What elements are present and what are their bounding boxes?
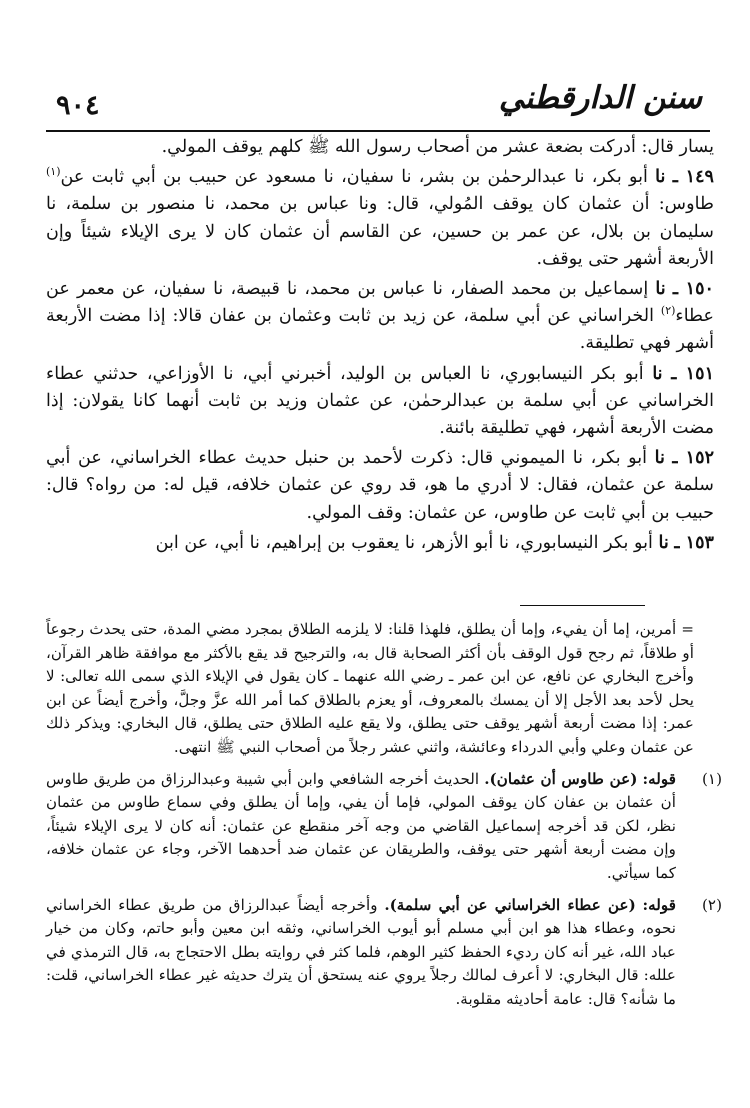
footnote-quote: (عن طاوس أن عثمان).	[484, 769, 638, 788]
hadith-number: ١٥٣ ـ	[674, 531, 714, 553]
hadith-text: الخراساني عن أبي سلمة، عن زيد بن ثابت وعثمان بن عفان قالا: إذا مضت الأربعة أشهر فهي تطليقة.	[46, 306, 714, 354]
footnote-continuation: = أمرين، إما أن يفيء، وإما أن يطلق، فلهذا قلنا: لا يلزمه الطلاق بمجرد مضي المدة، حتى يحدث رجوعاً أو طلاقاً، ثم رجح قول الوقف بأن أكثر الصحابة قال به، والترجيح قد يقع بالأكثر مع موافقة ظاهر القرآن، وأخرج البخاري عن نافع، عن ابن عمر ـ رضي الله عنهما ـ كان يقول في الإيلاء الذي سمى الله تعالى: لا يحل لأحد بعد الأجل إلا أن يمسك بالمعروف، أو يعزم بالطلاق كما أمر الله عزَّ وجلَّ، وأخرج أيضاً عن ابن عمر: إذا مضت أربعة أشهر يوقف حتى يطلق، ولا يقع عليه الطلاق حتى يطلق، قال البخاري: ويذكر ذلك عن عثمان وعلي وأبي الدرداء وعائشة، واثني عشر رجلاً من أصحاب النبي ﷺ انتهى.	[46, 620, 694, 756]
footnote-2	[46, 894, 722, 1012]
footnote-quote: (عن عطاء الخراساني عن أبي سلمة).	[384, 895, 636, 914]
narration-word: نا	[652, 362, 663, 384]
footnote-number: (٢)	[701, 895, 722, 914]
narration-word: نا	[654, 447, 665, 469]
footnote-1	[46, 768, 722, 886]
hadith-149	[46, 163, 714, 273]
footnote-text: وأخرجه أيضاً عبدالرزاق من طريق عطاء الخراساني نحوه، وعطاء هذا هو ابن أبي مسلم أبو أيوب الخراساني، وثقه ابن معين وأبو حاتم، وكان من خيار عباد الله، غير أنه كان رديء الحفظ كثير الوهم، فلما كثر في روايته بطل الاحتجاج به، قال الترمذي في علله: قال البخاري: لا أعرف لمالك رجلاً يروي عنه يستحق أن يترك حديثه غير عطاء الخراساني، قلت: ما شأنه؟ قال: عامة أحاديثه مقلوبة.	[46, 895, 676, 1008]
hadith-153	[46, 529, 714, 557]
hadith-text: أبو بكر، نا الميموني قال: ذكرت لأحمد بن حنبل حديث عطاء الخراساني، عن أبي سلمة عن عثمان، فقال: لا أدري ما هو، قد روي عن عثمان خلافه، قيل له: من رواه؟ قال: حبيب بن أبي ثابت عن طاوس، عن عثمان: وقف المولي.	[46, 448, 714, 523]
hadith-number: ١٥٠ ـ	[672, 278, 715, 300]
footnote-body	[46, 894, 722, 1012]
footnote-text: الحديث أخرجه الشافعي وابن أبي شيبة وعبدالرزاق من طريق طاوس أن عثمان بن عفان كان يوقف المولي، فإما أن يفي، وإما أن يطلق وفي سماع طاوس من عثمان نظر، لكن قد أخرجه إسماعيل القاضي من وجه آخر منقطع عن عثمان: أنه كان لا يرى الإيلاء شيئاً، وإن مضت أربعة أشهر حتى يوقف، والطريقان عن عثمان ضد أحدهما الآخر، وجاء عن عثمان خلافه، كما سيأتي.	[46, 769, 676, 882]
narration-word: نا	[655, 166, 666, 188]
hadith-number: ١٥١ ـ	[671, 362, 715, 384]
hadith-152	[46, 444, 714, 527]
hadith-number: ١٥٢ ـ	[672, 447, 715, 469]
book-title: سنن الدارقطني	[498, 80, 702, 116]
footnote-number: (١)	[701, 769, 722, 788]
footnotes	[46, 618, 722, 1020]
hadith-text: أبو بكر، نا عبدالرحمٰن بن بشر، نا سفيان، نا مسعود عن حبيب بن أبي ثابت عن	[60, 167, 648, 188]
footnote-ref[interactable]: (١)	[46, 165, 61, 179]
hadith-text: إسماعيل بن محمد الصفار، نا عباس بن محمد، نا قبيصة، نا سفيان، عن معمر عن عطاء	[46, 279, 714, 327]
narration-word: نا	[658, 531, 669, 553]
footnote-separator	[520, 605, 645, 606]
footnote-label: قوله:	[642, 895, 677, 914]
intro-line: يسار قال: أدركت بضعة عشر من أصحاب رسول الله ﷺ كلهم يوقف المولي.	[161, 137, 714, 157]
footnote-ref[interactable]: (٢)	[660, 304, 676, 318]
main-text	[46, 134, 714, 559]
footnote-body	[46, 768, 722, 886]
page-number: ٩٠٤	[56, 90, 100, 121]
narration-word: نا	[655, 278, 666, 300]
hadith-text: أبو بكر النيسابوري، نا العباس بن الوليد، أخبرني أبي، نا الأوزاعي، حدثني عطاء الخراساني عن أبي سلمة بن عبدالرحمٰن، عن عثمان وزيد بن ثابت أنهما كانا يقولان: إذا مضت الأربعة أشهر، فهي تطليقة بائنة.	[46, 363, 714, 439]
hadith-text: طاوس: أن عثمان كان يوقف المُولي، قال: ونا عباس بن محمد، نا منصور بن سلمة، نا سليمان بن بلال، عن عمر بن حسين، عن القاسم أن عثمان كان لا يرى الإيلاء شيئاً وإن الأربعة أشهر حتى يوقف.	[46, 194, 714, 269]
hadith-151	[46, 360, 714, 443]
page-header	[46, 72, 710, 132]
hadith-text: أبو بكر النيسابوري، نا أبو الأزهر، نا يعقوب بن إبراهيم، نا أبي، عن ابن	[155, 532, 653, 553]
hadith-150	[46, 275, 714, 358]
hadith-number: ١٤٩ ـ	[672, 166, 715, 188]
footnote-label: قوله:	[642, 769, 676, 788]
